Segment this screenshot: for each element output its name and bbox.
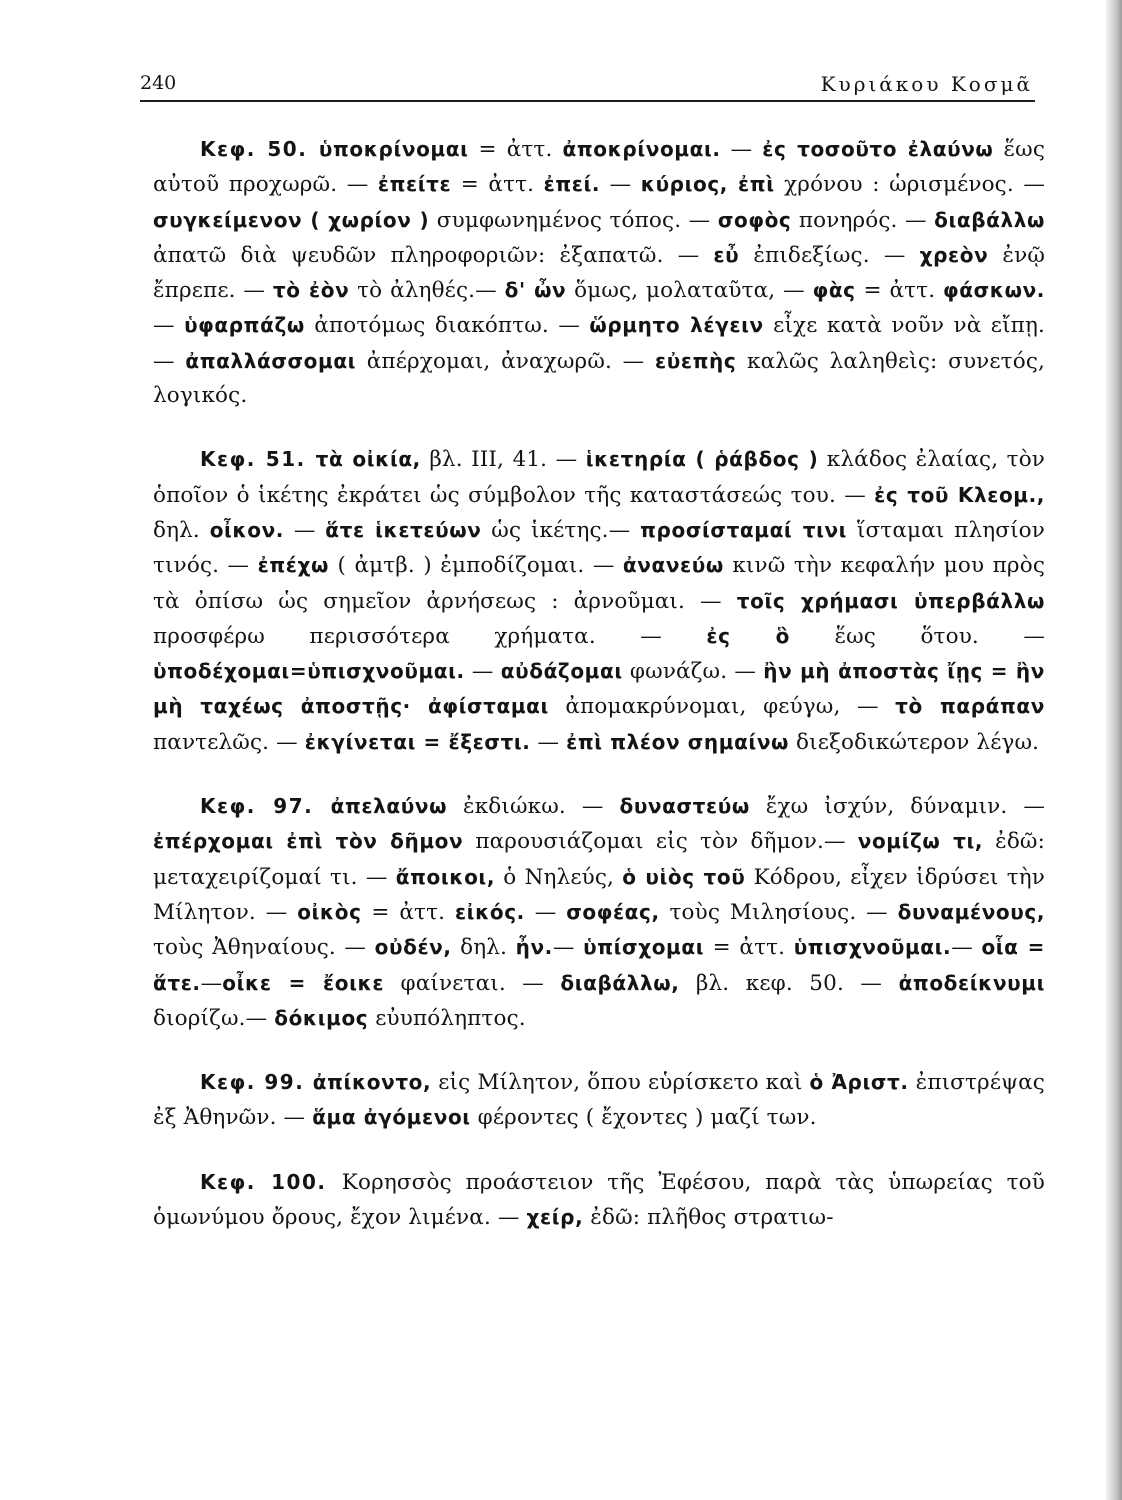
headword: διαβάλλω	[934, 207, 1045, 232]
gloss-text: κλάδος ἐλαίας, τὸν ὁποῖον ὁ ἱκέτης ἐκράτει ὡς σύμβολον τῆς καταστάσεώς του. —	[153, 447, 1046, 508]
gloss-text: —	[720, 137, 763, 162]
gloss-text: κινῶ τὴν κεφαλήν μου πρὸς τὰ ὀπίσω ὡς σημεῖον ἀρνήσεως : ἀρνοῦμαι. —	[153, 553, 1046, 614]
chapter-label: Κεφ. 50.	[200, 137, 319, 161]
headword: ὑφαρπάζω	[184, 313, 305, 338]
gloss-text: ἕως ὅτου. —	[789, 623, 1046, 649]
headword: ὥρμητο λέγειν	[589, 313, 764, 338]
gloss-text: εὐυπόληπτος.	[368, 1005, 526, 1031]
gloss-text: —	[200, 970, 223, 996]
header-rule	[140, 100, 1035, 102]
headword: ἀποδείκνυμι	[898, 970, 1045, 995]
page-header	[140, 72, 1033, 102]
chapter-label: Κεφ. 100.	[200, 1169, 342, 1194]
gloss-text: ἐδῶ: πλῆθος στρατιω-	[583, 1205, 834, 1231]
headword: οἶκε = ἔοικε	[222, 970, 385, 995]
headword: ἀπίκοντο,	[312, 1070, 432, 1095]
headword: ἐς τοσοῦτο ἐλαύνω	[762, 137, 994, 161]
headword: δυναμένους,	[897, 899, 1046, 924]
gloss-text: ἐπιδεξίως. —	[739, 242, 920, 268]
gloss-text: δηλ.	[153, 517, 210, 543]
headword: τοῖς χρήμασι ὑπερβάλλω	[736, 588, 1045, 613]
headword: εὐεπὴς	[655, 348, 737, 373]
headword: ὑπισχνοῦμαι.	[793, 935, 952, 960]
gloss-text: τοὺς Μιλησίους. —	[659, 899, 898, 925]
gloss-text: = ἀττ.	[361, 899, 455, 925]
gloss-text: ὁ Νηλεύς,	[495, 864, 623, 890]
gloss-text: Κόδρου, εἶχεν ἱδρύσει τὴν Μίλητον. —	[153, 864, 1045, 925]
chapter-label: Κεφ. 99.	[200, 1070, 313, 1095]
chapter-note-50	[153, 132, 1045, 413]
gloss-text: συμφωνημένος τόπος. —	[429, 207, 718, 233]
gloss-text: ἐνῷ ἔπρεπε. —	[153, 242, 1046, 304]
gloss-text: ἐπιστρέψας ἐξ Ἀθηνῶν. —	[153, 1070, 1045, 1131]
headword: σοφέας,	[566, 899, 660, 924]
gloss-text: —	[552, 935, 584, 961]
headword: ἅτε ἱκετεύων	[325, 517, 482, 542]
headword: ἐπὶ πλέον σημαίνω	[566, 729, 790, 754]
headword: ὑποδέχομαι=ὑπισχνοῦμαι.	[153, 659, 465, 684]
headword: ἀπελαύνω	[330, 794, 448, 819]
headword: ἀπαλλάσσομαι	[185, 348, 357, 373]
headword: τὸ παράπαν	[895, 694, 1045, 719]
gloss-text: παρουσιάζομαι εἰς τὸν δῆμον.—	[463, 829, 858, 855]
headword: διαβάλλω,	[560, 970, 680, 995]
headword: εἰκός.	[454, 899, 525, 924]
headword: φάσκων.	[943, 278, 1045, 303]
running-title: Κυριάκου Κοσμᾶ	[820, 72, 1033, 96]
headword: ἱκετηρία ( ῥάβδος )	[585, 447, 819, 472]
gloss-text: δηλ.	[451, 935, 516, 961]
headword: κύριος, ἐπὶ	[640, 172, 775, 197]
gloss-text: ὅμως, μολαταῦτα, —	[566, 278, 813, 304]
gloss-text: —	[530, 729, 567, 755]
headword: ὁ Ἀριστ.	[809, 1070, 909, 1095]
gloss-text: ἀπομακρύνομαι, φεύγω, —	[548, 694, 896, 720]
headword: ἢν μὴ ἀποστὰς ἴῃς = ἢν μὴ ταχέως ἀποστῇς· ἀφίσταμαι	[153, 659, 1045, 719]
gloss-text: Κορησσὸς προάστειον τῆς Ἐφέσου, παρὰ τὰς ὑπωρείας τοῦ ὁμωνύμου ὄρους, ἔχον λιμένα. —	[153, 1169, 1045, 1231]
gloss-text: ( ἀμτβ. ) ἐμποδίζομαι. —	[329, 553, 623, 579]
gloss-text: = ἀττ.	[468, 137, 563, 162]
gloss-text: ἀποτόμως διακόπτω. —	[304, 313, 590, 339]
gloss-text: = ἀττ.	[451, 172, 544, 198]
gloss-text: βλ. III, 41. —	[420, 447, 586, 473]
gloss-text: φωνάζω. —	[622, 659, 764, 685]
headword: ἐκγίνεται = ἔξεστι.	[304, 729, 531, 754]
headword: δ' ὦν	[504, 278, 567, 303]
gloss-text: παντελῶς. —	[153, 729, 305, 755]
headword: ἦν.	[515, 935, 553, 960]
headword: ἄποικοι,	[395, 864, 496, 889]
gloss-text: εἶχε κατὰ νοῦν νὰ εἴπῃ. —	[153, 313, 1045, 374]
gloss-text: —	[153, 313, 185, 339]
gloss-text: ἔχω ἰσχύν, δύναμιν. —	[749, 794, 1045, 820]
headword: χρεὸν	[919, 242, 989, 267]
headword: ὑπίσχομαι	[583, 935, 705, 960]
headword: νομίζω τι,	[857, 829, 984, 854]
gloss-text: ὡς ἱκέτης.—	[481, 517, 641, 543]
headword: φὰς	[812, 278, 856, 303]
headword: δόκιμος	[274, 1005, 369, 1030]
gloss-text: —	[464, 659, 501, 685]
gloss-text: φέροντες ( ἔχοντες ) μαζί των.	[470, 1105, 817, 1131]
gloss-text: = ἀττ.	[855, 278, 944, 304]
headword: χείρ,	[526, 1205, 584, 1230]
headword: ἐπέχω	[257, 553, 330, 578]
gloss-text: διεξοδικώτερον λέγω.	[789, 729, 1040, 755]
headword: δυναστεύω	[619, 794, 750, 819]
chapter-label: Κεφ. 51.	[200, 447, 316, 472]
gloss-text: —	[284, 517, 326, 543]
headword: ἐπέρχομαι ἐπὶ τὸν δῆμον	[153, 829, 464, 854]
headword: αὐδάζομαι	[500, 659, 623, 684]
gloss-text: —	[600, 172, 641, 198]
headword: τὰ οἰκία,	[315, 447, 421, 472]
chapter-note-51	[153, 442, 1045, 760]
chapter-note-99	[153, 1065, 1045, 1136]
gloss-text: καλῶς λαληθεὶς: συνετός, λογικός.	[153, 348, 1045, 409]
headword: τὸ ἐὸν	[272, 278, 350, 303]
headword: οἷα = ἅτε.	[153, 935, 1046, 995]
commentary-body	[153, 132, 1045, 1264]
headword: ἅμα ἀγόμενοι	[312, 1105, 471, 1130]
headword: ἐπεί.	[543, 172, 601, 197]
headword: σοφὸς	[717, 207, 792, 232]
headword: ἐπείτε	[377, 172, 452, 197]
headword: ἀνανεύω	[622, 553, 724, 578]
page-number: 240	[140, 72, 177, 94]
gloss-text: = ἀττ.	[704, 935, 794, 961]
gloss-text: τοὺς Ἀθηναίους. —	[153, 935, 375, 961]
headword: οἶκον.	[209, 517, 285, 542]
gloss-text: ἵσταμαι πλησίον τινός. —	[153, 517, 1045, 579]
gloss-text: ἐδῶ: μεταχειρίζομαί τι. —	[153, 829, 1045, 890]
gloss-text: ἐκδιώκω. —	[447, 794, 620, 820]
gloss-text: βλ. κεφ. 50. —	[679, 970, 899, 996]
headword: ἐς τοῦ Κλεομ.,	[874, 482, 1046, 507]
gloss-text: —	[524, 899, 567, 925]
headword: προσίσταμαί τινι	[640, 517, 848, 542]
gloss-text: —	[951, 935, 982, 961]
headword: ἀποκρίνομαι.	[562, 137, 721, 161]
chapter-note-100	[153, 1165, 1045, 1236]
gloss-text: φαίνεται. —	[384, 970, 561, 996]
headword: ὁ υἱὸς τοῦ	[622, 864, 746, 889]
gloss-text: χρόνου : ὡρισμένος. —	[774, 172, 1045, 198]
gloss-text: διορίζω.—	[153, 1005, 275, 1031]
gloss-text: ἀπατῶ διὰ ψευδῶν πληροφοριῶν: ἐξαπατῶ. —	[153, 242, 714, 268]
headword: οὐδέν,	[374, 935, 452, 960]
headword: εὖ	[713, 242, 740, 267]
headword: ἐς ὃ	[706, 623, 790, 648]
headword: ὑποκρίνομαι	[318, 137, 469, 161]
gloss-text: ἕως αὐτοῦ προχωρῶ. —	[153, 137, 1046, 198]
gloss-text: εἰς Μίλητον, ὅπου εὑρίσκετο καὶ	[431, 1070, 810, 1096]
headword: συγκείμενον ( χωρίον )	[153, 207, 430, 232]
gloss-text: τὸ ἀληθές.—	[349, 278, 505, 304]
gloss-text: ἀπέρχομαι, ἀναχωρῶ. —	[356, 348, 656, 374]
chapter-label: Κεφ. 97.	[200, 794, 331, 819]
gloss-text: προσφέρω περισσότερα χρήματα. —	[153, 623, 707, 649]
chapter-note-97	[153, 789, 1045, 1036]
gloss-text: πονηρός. —	[791, 207, 935, 233]
headword: οἰκὸς	[297, 899, 362, 924]
